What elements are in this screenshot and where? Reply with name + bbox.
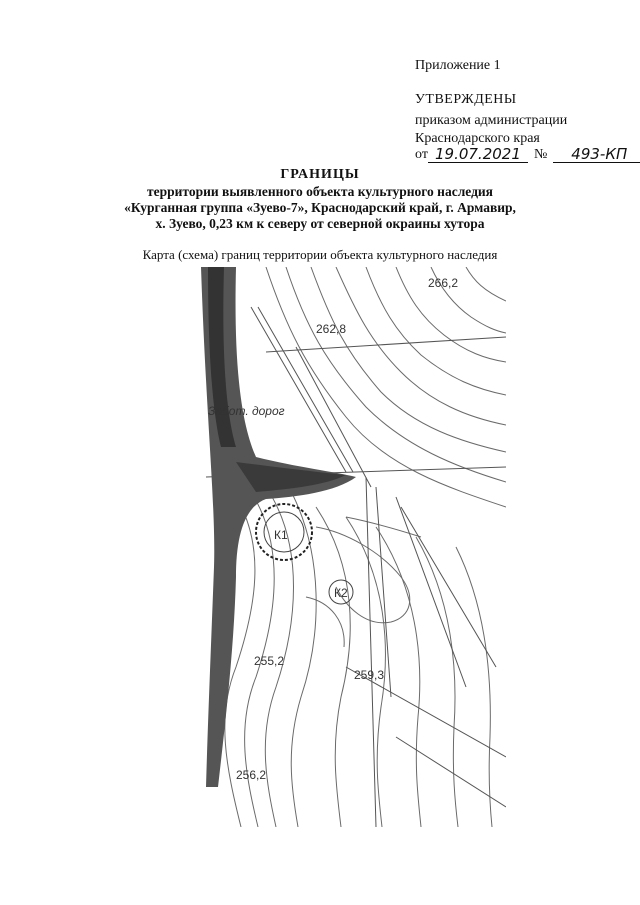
roads [206,307,506,827]
handwritten-order-number: 493-КП [553,146,640,163]
appendix-label: Приложение 1 [415,58,501,73]
contour-lines [225,267,506,827]
topographic-map [196,267,506,827]
map-svg [196,267,506,827]
date-prefix: от [415,147,428,162]
mound-label: К2 [334,586,348,600]
elevation-label: 255,2 [254,654,285,668]
dark-slope-area [201,267,356,787]
area-name-label: Забот. дорог [208,404,285,418]
elevation-label: 259,3 [354,668,385,682]
document-title: ГРАНИЦЫ [280,167,360,182]
elevation-label: 256,2 [236,768,267,782]
order-line: приказом администрации [415,113,568,128]
title-line-4: х. Зуево, 0,23 км к северу от северной окраины хутора [155,216,485,231]
elevation-label: 262,8 [316,322,347,336]
approved-label: УТВЕРЖДЕНЫ [415,92,517,107]
mound-label: К1 [274,528,288,542]
handwritten-date: 19.07.2021 [428,146,528,163]
region-line: Краснодарского края [415,131,540,146]
title-line-2: территории выявленного объекта культурного наследия [146,184,493,199]
title-line-3: «Курганная группа «Зуево-7», Краснодарский край, г. Армавир, [124,200,516,215]
elevation-label: 266,2 [428,276,459,290]
number-sign: № [533,147,548,162]
map-caption: Карта (схема) границ территории объекта культурного наследия [142,247,498,262]
order-date-row [415,146,640,163]
